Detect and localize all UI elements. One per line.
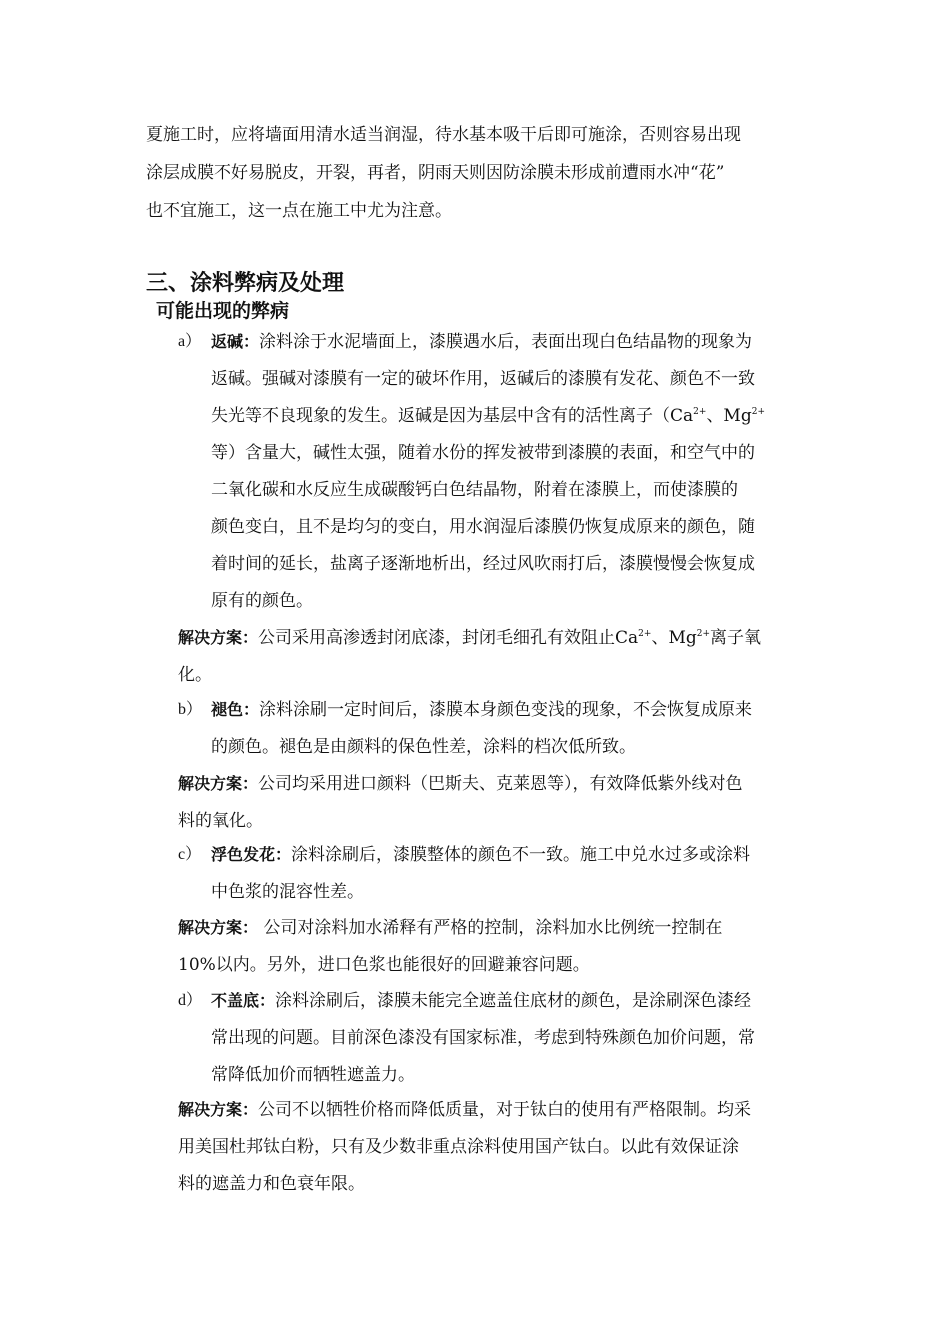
item-a-line-8: 原有的颜色。	[211, 591, 313, 611]
item-d-line-2: 常出现的问题。目前深色漆没有国家标准，考虑到特殊颜色加价问题，常	[211, 1028, 755, 1048]
intro-line-3: 也不宜施工，这一点在施工中尤为注意。	[146, 201, 452, 221]
item-b-solution-line-2: 料的氧化。	[178, 811, 263, 831]
item-a-term: 返碱：	[211, 332, 260, 351]
item-b-line-2: 的颜色。褪色是由颜料的保色性差，涂料的档次低所致。	[211, 737, 636, 757]
item-d-solution-line-1: 解决方案：公司不以牺牲价格而降低质量，对于钛白的使用有严格限制。均采	[178, 1100, 752, 1120]
item-c-solution-line-1: 解决方案： 公司对涂料加水浠释有严格的控制，涂料加水比例统一控制在	[178, 918, 723, 938]
item-c-line-2: 中色浆的混容性差。	[211, 882, 364, 902]
intro-line-1: 夏施工时，应将墙面用清水适当润湿，待水基本吸干后即可施涂，否则容易出现	[146, 125, 741, 145]
item-c-line-1: 浮色发花：涂料涂刷后，漆膜整体的颜色不一致。施工中兑水过多或涂料	[211, 845, 751, 865]
item-a-line-2: 返碱。强碱对漆膜有一定的破坏作用，返碱后的漆膜有发花、颜色不一致	[211, 369, 755, 389]
solution-label: 解决方案：	[178, 774, 259, 793]
item-c-solution-line-2: 10%以内。另外，进口色浆也能很好的回避兼容问题。	[178, 955, 590, 975]
item-d-term: 不盖底：	[211, 991, 276, 1010]
item-d-line-3: 常降低加价而牺牲遮盖力。	[211, 1065, 415, 1085]
item-c-term: 浮色发花：	[211, 845, 292, 864]
item-d-solution-line-2: 用美国杜邦钛白粉，只有及少数非重点涂料使用国产钛白。以此有效保证涂	[178, 1137, 739, 1157]
item-d-solution-line-3: 料的遮盖力和色衰年限。	[178, 1174, 365, 1194]
item-a-line-3: 失光等不良现象的发生。返碱是因为基层中含有的活性离子（$Ca^{2+}$、$Mg^{2+}$	[211, 406, 766, 426]
item-a-line-4: 等）含量大，碱性太强，随着水份的挥发被带到漆膜的表面，和空气中的	[211, 443, 755, 463]
solution-label: 解决方案：	[178, 1100, 259, 1119]
item-a-line-7: 着时间的延长，盐离子逐渐地析出，经过风吹雨打后，漆膜慢慢会恢复成	[211, 554, 755, 574]
subsection-title: 可能出现的弊病	[156, 300, 290, 322]
item-b-term: 褪色：	[211, 700, 260, 719]
item-a-solution-line-1: 解决方案：公司采用高渗透封闭底漆，封闭毛细孔有效阻止$Ca^{2+}$、$Mg^{2+}$离子氧	[178, 628, 762, 648]
solution-label: 解决方案：	[178, 628, 259, 647]
item-a-solution-line-2: 化。	[178, 665, 212, 685]
item-b-line-1: 褪色：涂料涂刷一定时间后，漆膜本身颜色变浅的现象，不会恢复成原来	[211, 700, 753, 720]
item-a-line-6: 颜色变白，且不是均匀的变白，用水润湿后漆膜仍恢复成原来的颜色，随	[211, 517, 755, 537]
item-a-marker: a）	[178, 333, 202, 350]
intro-line-2: 涂层成膜不好易脱皮，开裂，再者，阴雨天则因防涂膜未形成前遭雨水冲“花”	[146, 163, 725, 183]
item-c-marker: c）	[178, 846, 202, 863]
item-a-line-5: 二氧化碳和水反应生成碳酸钙白色结晶物，附着在漆膜上，而使漆膜的	[211, 480, 738, 500]
solution-label: 解决方案：	[178, 918, 259, 937]
item-a-line-1: 返碱：涂料涂于水泥墙面上，漆膜遇水后，表面出现白色结晶物的现象为	[211, 332, 753, 352]
item-b-marker: b）	[178, 701, 203, 718]
item-d-line-1: 不盖底：涂料涂刷后，漆膜未能完全遮盖住底材的颜色，是涂刷深色漆经	[211, 991, 752, 1011]
item-b-solution-line-1: 解决方案：公司均采用进口颜料（巴斯夫、克莱恩等），有效降低紫外线对色	[178, 774, 743, 794]
item-d-marker: d）	[178, 992, 203, 1009]
section-title: 三、涂料弊病及处理	[146, 271, 345, 296]
